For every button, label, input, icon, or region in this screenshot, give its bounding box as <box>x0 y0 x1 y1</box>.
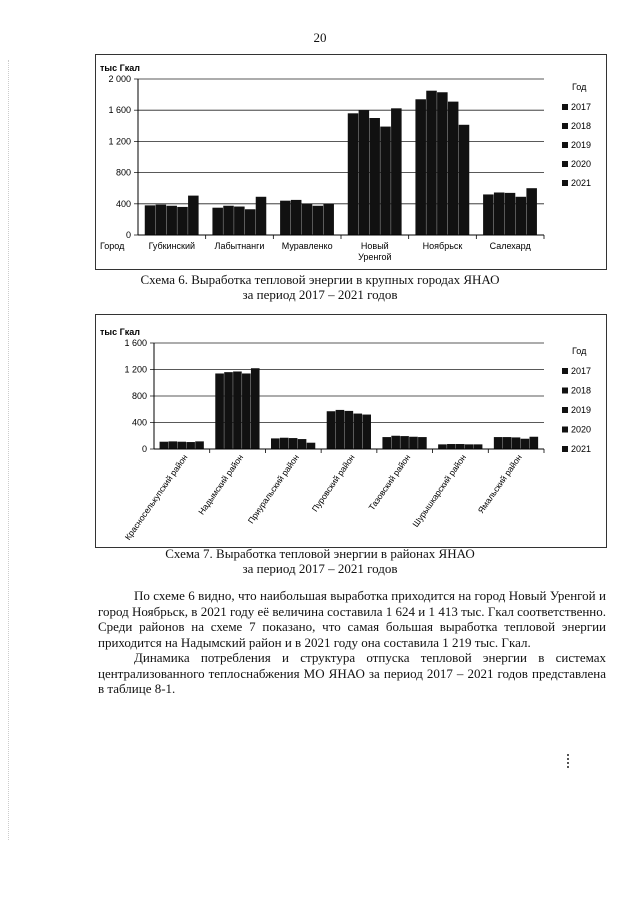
bar-2019 <box>369 118 380 235</box>
caption-line-2: за период 2017 – 2021 годов <box>242 287 398 302</box>
bar-2020 <box>448 102 459 235</box>
bar-2017 <box>215 373 224 449</box>
bar-2021 <box>195 441 204 449</box>
legend-swatch <box>562 180 568 186</box>
bar-2018 <box>336 410 345 449</box>
bar-2017 <box>271 438 280 449</box>
legend-swatch <box>562 161 568 167</box>
bar-2019 <box>233 371 242 449</box>
y-tick-label: 0 <box>125 230 131 240</box>
y-tick-label: 400 <box>115 198 131 209</box>
bar-2019 <box>345 411 354 449</box>
legend-entry: 2019 <box>571 405 592 415</box>
y-tick-label: 1 200 <box>124 364 147 375</box>
legend-entry: 2018 <box>571 121 592 131</box>
y-tick-label: 400 <box>131 417 147 428</box>
legend-swatch <box>562 123 568 129</box>
bar-2018 <box>359 110 370 235</box>
category-label: Губкинский <box>148 241 196 251</box>
x-axis-label: Город <box>100 241 125 251</box>
legend-entry: 2020 <box>571 159 592 169</box>
legend-swatch <box>562 368 568 374</box>
bar-2021 <box>459 125 470 235</box>
chart-cities <box>95 54 607 270</box>
paragraph: Динамика потребления и структура отпуска тепловой энергии в системах централизованного теплоснабжения МО ЯНАО за период 2017 – 2021 годов представлена в таблице 8-1. <box>98 650 606 696</box>
bar-2021 <box>251 368 260 449</box>
legend-entry: 2019 <box>571 140 592 150</box>
legend-swatch <box>562 104 568 110</box>
bar-2017 <box>494 437 503 449</box>
legend-entry: 2017 <box>571 366 592 376</box>
legend-entry: 2021 <box>571 178 592 188</box>
chart-cities-svg <box>96 55 606 269</box>
bar-2018 <box>391 436 400 449</box>
legend-entry: 2020 <box>571 424 592 435</box>
bar-2020 <box>465 444 474 449</box>
bar-2018 <box>168 441 177 449</box>
y-tick-label: 1 200 <box>108 136 131 147</box>
chart-districts <box>95 314 607 548</box>
legend-swatch <box>562 407 568 413</box>
bar-2017 <box>382 437 391 449</box>
bar-2019 <box>456 444 465 449</box>
bar-2020 <box>409 437 418 449</box>
bar-2018 <box>224 372 233 449</box>
category-label: Шурышкарский район <box>410 452 469 529</box>
category-label: Тазовский район <box>366 452 413 513</box>
bar-2018 <box>280 438 289 449</box>
bar-2021 <box>530 437 539 449</box>
bar-2020 <box>353 414 362 449</box>
bar-2019 <box>289 438 298 449</box>
bar-2020 <box>313 206 324 235</box>
bar-2017 <box>483 194 494 235</box>
bar-2021 <box>391 108 402 235</box>
bar-2020 <box>521 439 530 449</box>
bar-2021 <box>474 444 483 449</box>
category-label: Уренгой <box>358 252 392 262</box>
category-label: Приуральский район <box>245 452 301 526</box>
bar-2019 <box>177 442 186 449</box>
chart-cities-caption <box>0 272 640 302</box>
y-tick-label: 0 <box>141 444 147 454</box>
category-label: Пуровский район <box>309 452 357 514</box>
bar-2019 <box>437 92 448 235</box>
legend-swatch <box>562 142 568 148</box>
bar-2020 <box>245 209 256 235</box>
y-tick-label: 800 <box>115 167 131 178</box>
bar-2020 <box>516 197 527 235</box>
category-label: Красноселькупский район <box>122 452 190 542</box>
page-number: 20 <box>313 30 327 45</box>
legend-entry: 2017 <box>571 102 592 112</box>
legend-swatch <box>562 446 568 452</box>
unit-label: тыс Гкал <box>100 327 140 337</box>
bar-2017 <box>280 201 291 235</box>
legend-title: Год <box>572 82 587 92</box>
category-label: Надымский район <box>196 452 246 517</box>
bar-2019 <box>234 207 245 235</box>
y-tick-label: 2 000 <box>108 74 131 84</box>
bar-2021 <box>418 437 427 449</box>
bar-2021 <box>526 188 537 235</box>
bar-2017 <box>145 205 156 235</box>
category-label: Ноябрьск <box>422 241 463 251</box>
bar-2019 <box>505 193 516 235</box>
body-text <box>98 588 606 697</box>
bar-2019 <box>166 206 177 235</box>
y-tick-label: 1 600 <box>124 338 147 348</box>
bar-2018 <box>156 205 167 235</box>
chart-districts-caption <box>0 546 640 576</box>
category-label: Ямальский район <box>475 452 524 516</box>
bar-2020 <box>380 127 391 235</box>
category-label: Новый <box>360 241 389 251</box>
bar-2018 <box>447 444 456 449</box>
scan-edge-mark <box>567 754 571 768</box>
bar-2018 <box>426 91 437 235</box>
legend-entry: 2021 <box>571 444 592 454</box>
bar-2019 <box>512 437 521 449</box>
bar-2018 <box>503 437 512 449</box>
bar-2021 <box>307 443 316 449</box>
bar-2021 <box>362 415 371 449</box>
bar-2020 <box>242 373 251 449</box>
y-tick-label: 800 <box>131 391 147 401</box>
bar-2020 <box>298 439 307 449</box>
caption-line-1: Схема 7. Выработка тепловой энергии в районах ЯНАО <box>165 546 475 561</box>
legend-entry: 2018 <box>571 385 592 396</box>
legend-title: Год <box>572 346 587 356</box>
caption-line-1: Схема 6. Выработка тепловой энергии в крупных городах ЯНАО <box>140 272 500 287</box>
bar-2020 <box>177 207 188 235</box>
legend-swatch <box>562 388 568 394</box>
scan-margin-dots <box>8 60 10 840</box>
bar-2019 <box>400 436 409 449</box>
bar-2018 <box>494 192 505 235</box>
bar-2017 <box>438 444 447 449</box>
bar-2017 <box>160 442 169 449</box>
unit-label: тыс Гкал <box>100 63 140 73</box>
category-label: Муравленко <box>281 241 333 251</box>
y-tick-label: 1 600 <box>108 105 131 116</box>
bar-2021 <box>323 204 334 235</box>
bar-2018 <box>291 200 302 235</box>
bar-2020 <box>186 442 195 449</box>
bar-2017 <box>212 208 223 235</box>
caption-line-2: за период 2017 – 2021 годов <box>242 561 398 576</box>
bar-2019 <box>302 204 313 235</box>
chart-districts-svg <box>96 315 606 547</box>
legend-swatch <box>562 427 568 433</box>
category-label: Лабытнанги <box>214 241 265 251</box>
bar-2018 <box>223 206 234 235</box>
bar-2017 <box>348 113 359 235</box>
bar-2017 <box>327 411 336 449</box>
category-label: Салехард <box>489 241 531 251</box>
bar-2021 <box>188 196 199 235</box>
bar-2021 <box>256 197 267 235</box>
paragraph: По схеме 6 видно, что наибольшая выработка приходится на город Новый Уренгой и город Ноябрьск, в 2021 году её величина составила 1 624 и 1 413 тыс. Гкал соответственно. Среди районов на схеме 7 показано, что самая большая выработка тепловой энергии приходится на Надымский район и в 2021 году она составила 1 219 тыс. Гкал. <box>98 588 606 650</box>
bar-2017 <box>415 99 426 235</box>
